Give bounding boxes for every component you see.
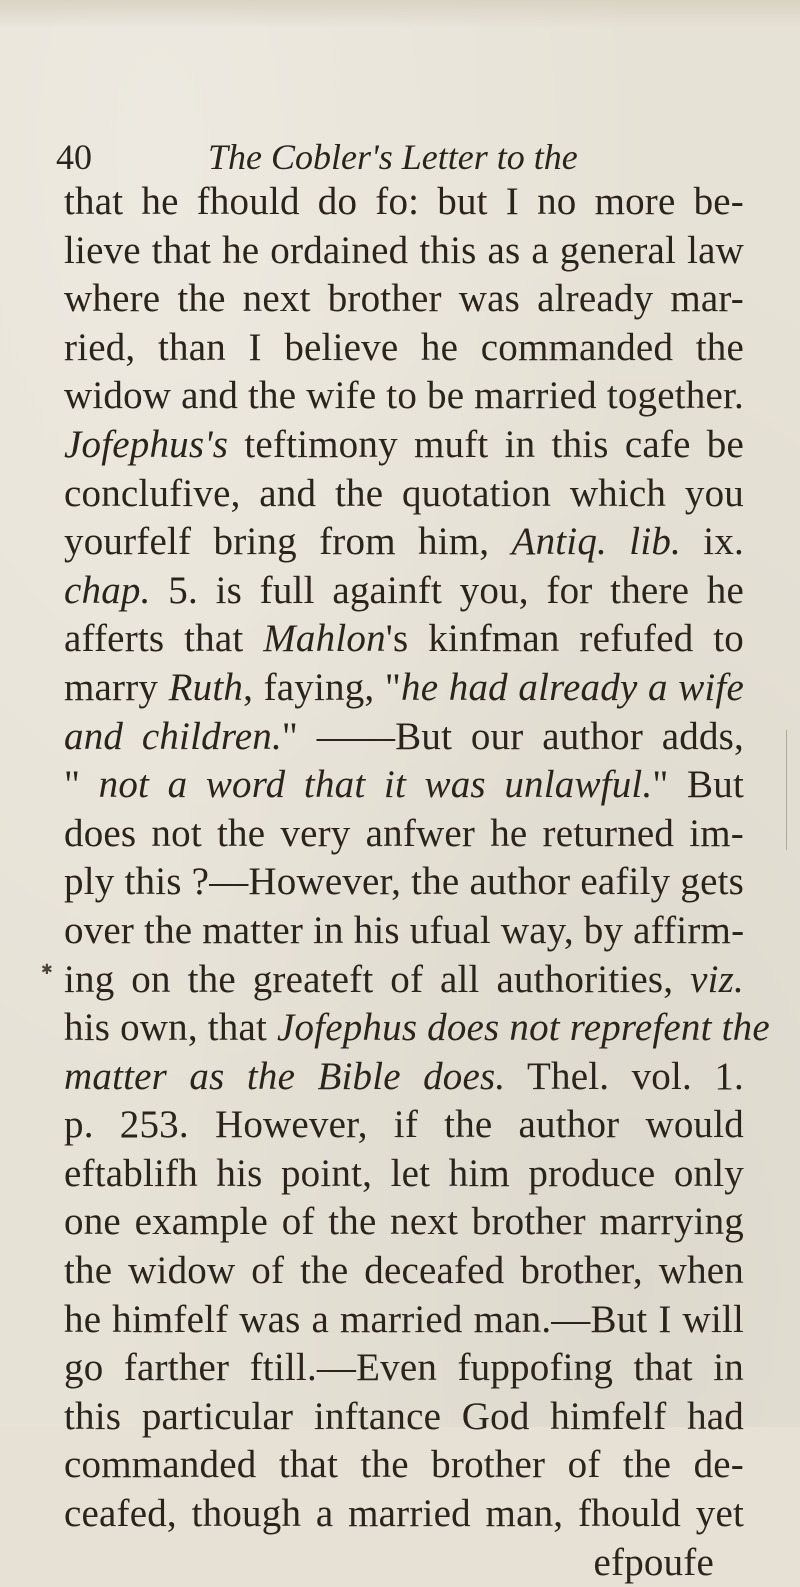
margin-rule: [786, 730, 787, 850]
text-run: Jofephus does not reprefent the: [276, 1006, 770, 1050]
running-head-title: The Cobler's Letter to the: [208, 137, 578, 177]
text-run: ply this ?—However, the author eafily gets: [64, 860, 744, 904]
text-run: " But: [652, 763, 745, 807]
text-line: [64, 761, 744, 810]
text-run: lieve that he ordained this as a general law: [64, 228, 744, 272]
text-line: [64, 810, 744, 859]
text-run: not a word that it was unlawful.: [98, 763, 653, 807]
text-line: [64, 615, 744, 664]
text-run: matter as the Bible does.: [64, 1054, 506, 1098]
text-run: does not the very anfwer he returned im-: [64, 811, 744, 855]
text-run: Antiq. lib.: [511, 520, 682, 564]
text-line: [64, 1247, 744, 1296]
text-line: [64, 275, 744, 324]
text-run: where the next brother was already mar-: [64, 277, 744, 321]
text-run: go farther ftill.—Even fuppofing that in: [64, 1346, 744, 1390]
text-run: Thel. vol. 1.: [505, 1054, 745, 1098]
text-line: [64, 956, 744, 1005]
text-line: [64, 1150, 744, 1199]
text-run: eftablifh his point, let him produce only: [64, 1151, 744, 1195]
body-text: [64, 178, 770, 1587]
text-line: [64, 567, 744, 616]
text-run: conclufive, and the quotation which you: [64, 471, 744, 515]
text-line: [64, 1101, 744, 1150]
text-line: [64, 1296, 744, 1345]
text-run: widow and the wife to be married together.: [64, 374, 744, 418]
text-run: ried, than I believe he commanded the: [64, 325, 744, 369]
page-number: 40: [56, 137, 92, 177]
text-run: he himfelf was a married man.—But I will: [64, 1297, 744, 1341]
text-line: [64, 1198, 744, 1247]
text-line: [64, 421, 744, 470]
text-line: [64, 713, 744, 762]
text-line: [64, 1393, 744, 1442]
text-line: [64, 1490, 744, 1539]
text-run: that he fhould do fo: but I no more be-: [64, 180, 744, 223]
text-run: he had already a wife: [401, 665, 744, 709]
text-line: [64, 178, 744, 227]
text-line: [64, 1053, 744, 1102]
text-run: chap.: [64, 568, 151, 612]
text-run: ix.: [681, 520, 744, 564]
text-run: Ruth: [168, 665, 244, 709]
text-line: [64, 907, 744, 956]
text-run: afferts that: [64, 617, 264, 661]
text-run: ing on the greateft of all authorities,: [64, 957, 691, 1001]
text-line: [64, 1004, 770, 1053]
text-run: , faying, ": [243, 665, 402, 709]
text-run: 5. is full againft you, for there he: [150, 568, 744, 612]
text-run: the widow of the deceafed brother, when: [64, 1249, 744, 1293]
text-run: 's kinfman refufed to: [385, 617, 744, 661]
text-run: his own, that: [64, 1006, 277, 1050]
text-line: [64, 324, 744, 373]
text-line: [64, 1344, 744, 1393]
text-run: ": [64, 763, 99, 807]
margin-mark: ✱: [41, 962, 53, 978]
text-run: Mahlon: [263, 617, 386, 661]
text-run: p. 253. However, if the author would: [64, 1103, 744, 1147]
text-run: this particular inftance God himfelf had: [64, 1394, 744, 1438]
text-run: ceafed, though a married man, fhould yet: [64, 1492, 744, 1536]
text-line: [64, 1539, 744, 1587]
text-line: [64, 858, 744, 907]
text-run: yourfelf bring from him,: [64, 520, 512, 564]
text-line: [64, 470, 744, 519]
text-line: [64, 518, 744, 567]
text-line: [64, 372, 744, 421]
text-run: over the matter in his ufual way, by affirm-: [64, 908, 745, 952]
text-run: teftimony muft in this cafe be: [228, 422, 744, 466]
text-run: commanded that the brother of the de-: [64, 1443, 744, 1487]
text-run: efpoufe: [593, 1540, 714, 1584]
text-run: and children.: [64, 714, 282, 758]
text-line: [64, 664, 744, 713]
text-line: [64, 1441, 744, 1490]
running-head: [56, 133, 756, 181]
text-run: viz.: [690, 957, 744, 1001]
text-line: [64, 227, 744, 276]
text-run: " ——But our author adds,: [281, 714, 744, 758]
text-run: marry: [64, 665, 169, 709]
text-run: Jofephus's: [64, 422, 229, 466]
text-run: one example of the next brother marrying: [64, 1200, 744, 1244]
page-top-edge: [0, 0, 800, 28]
